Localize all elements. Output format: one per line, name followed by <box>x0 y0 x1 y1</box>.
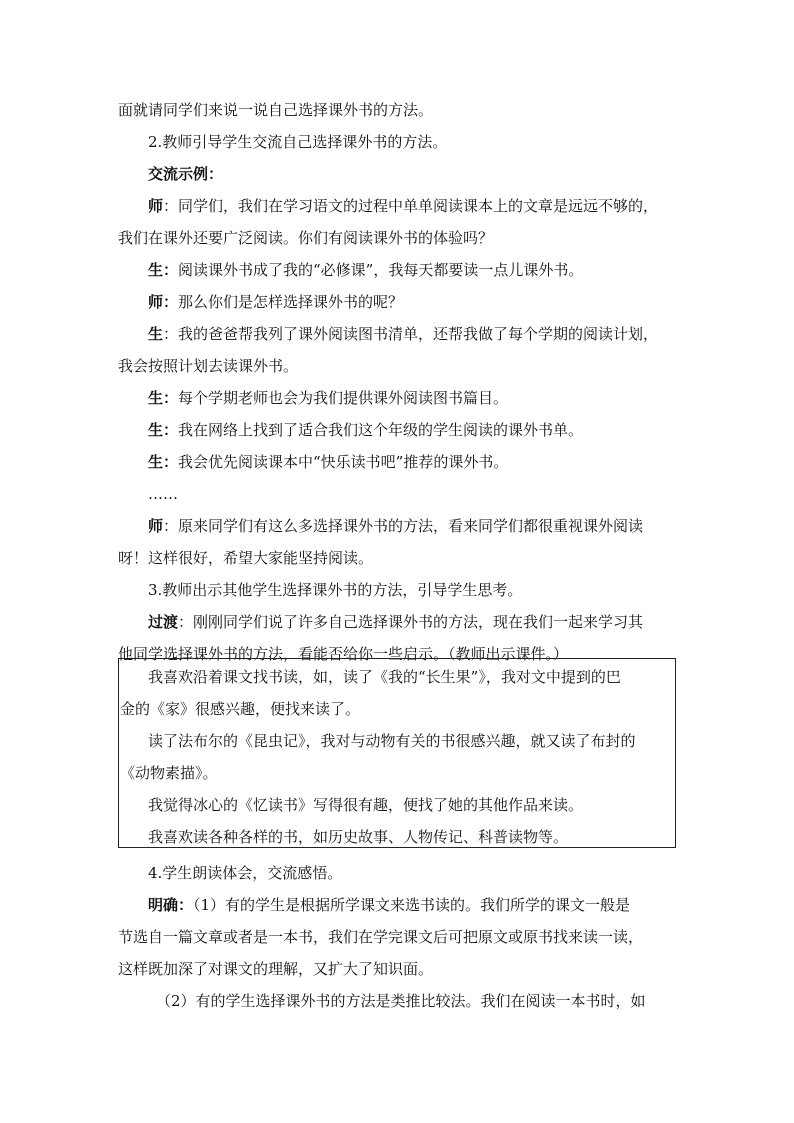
speaker-label: 生 <box>148 325 164 343</box>
dialogue-line <box>148 452 508 472</box>
quote-line: 我觉得冰心的《忆读书》写得很有趣，便找了她的其他作品来读。 <box>148 796 584 814</box>
speaker-label: 生： <box>148 389 179 407</box>
dialogue-text: ：同学们，我们在学习语文的过程中单单阅读课本上的文章是远远不够的， <box>163 197 659 215</box>
dialogue-text: 我在网络上找到了适合我们这个年级的学生阅读的课外书单。 <box>178 421 584 439</box>
paragraph-line: 面就请同学们来说一说自己选择课外书的方法。 <box>118 101 434 119</box>
dialogue-line <box>148 612 643 632</box>
speaker-label: 生： <box>148 421 179 439</box>
dialogue-text: （1）有的学生是根据所学课文来选书读的。我们所学的课文一般是 <box>193 896 631 914</box>
clarify-label: 明确： <box>148 896 194 914</box>
step-3-heading: 3.教师出示其他学生选择课外书的方法，引导学生思考。 <box>148 581 523 599</box>
dialogue-line <box>148 292 403 312</box>
paragraph-line: （2）有的学生选择课外书的方法是类推比较法。我们在阅读一本书时，如 <box>156 992 646 1010</box>
quote-line: 读了法布尔的《昆虫记》，我对与动物有关的书很感兴趣，就又读了布封的 <box>148 732 636 750</box>
paragraph-line: 这样既加深了对课文的理解，又扩大了知识面。 <box>118 960 434 978</box>
quote-line: 《动物素描》。 <box>120 764 218 782</box>
paragraph-line: 我们在课外还要广泛阅读。你们有阅读课外书的体验吗？ <box>118 229 494 247</box>
quote-line: 我喜欢沿着课文找书读，如，读了《我的“长生果”》，我对文中提到的巴 <box>148 668 621 686</box>
dialogue-text: ：原来同学们有这么多选择课外书的方法，看来同学们都很重视课外阅读 <box>163 517 644 535</box>
quote-line: 金的《家》很感兴趣，便找来读了。 <box>120 700 361 718</box>
dialogue-line <box>148 196 658 216</box>
dialogue-line <box>148 420 583 440</box>
dialogue-line <box>148 516 643 536</box>
dialogue-line <box>148 388 508 408</box>
dialogue-line <box>148 260 583 280</box>
dialogue-text: 那么你们是怎样选择课外书的呢？ <box>178 293 404 311</box>
ellipsis: …… <box>148 485 178 503</box>
paragraph-line: 我会按照计划去读课外书。 <box>118 357 299 375</box>
example-heading: 交流示例： <box>148 165 224 183</box>
dialogue-text: 每个学期老师也会为我们提供课外阅读图书篇目。 <box>178 389 509 407</box>
dialogue-text: 我会优先阅读课本中“快乐读书吧”推荐的课外书。 <box>178 453 509 471</box>
paragraph-line: 节选自一篇文章或者是一本书，我们在学完课文后可把原文或原书找来读一读， <box>118 928 644 946</box>
step-2-heading: 2.教师引导学生交流自己选择课外书的方法。 <box>148 133 448 151</box>
quote-line: 我喜欢读各种各样的书，如历史故事、人物传记、科普读物等。 <box>148 828 569 846</box>
speaker-label: 生： <box>148 453 179 471</box>
speaker-label: 师 <box>148 517 164 535</box>
step-4-heading: 4.学生朗读体会，交流感悟。 <box>148 864 343 882</box>
paragraph-line: 他同学选择课外书的方法，看能否给你一些启示。（教师出示课件。） <box>118 645 569 663</box>
speaker-label: 生： <box>148 261 179 279</box>
transition-label: 过渡 <box>148 613 179 631</box>
dialogue-line <box>148 324 658 344</box>
speaker-label: 师 <box>148 197 164 215</box>
dialogue-text: 阅读课外书成了我的“必修课”，我每天都要读一点儿课外书。 <box>178 261 584 279</box>
dialogue-text: ：刚刚同学们说了许多自己选择课外书的方法，现在我们一起来学习其 <box>178 613 644 631</box>
dialogue-line <box>148 895 630 915</box>
paragraph-line: 呀！这样很好，希望大家能坚持阅读。 <box>118 549 374 567</box>
speaker-label: 师： <box>148 293 179 311</box>
dialogue-text: ：我的爸爸帮我列了课外阅读图书清单，还帮我做了每个学期的阅读计划， <box>163 325 659 343</box>
